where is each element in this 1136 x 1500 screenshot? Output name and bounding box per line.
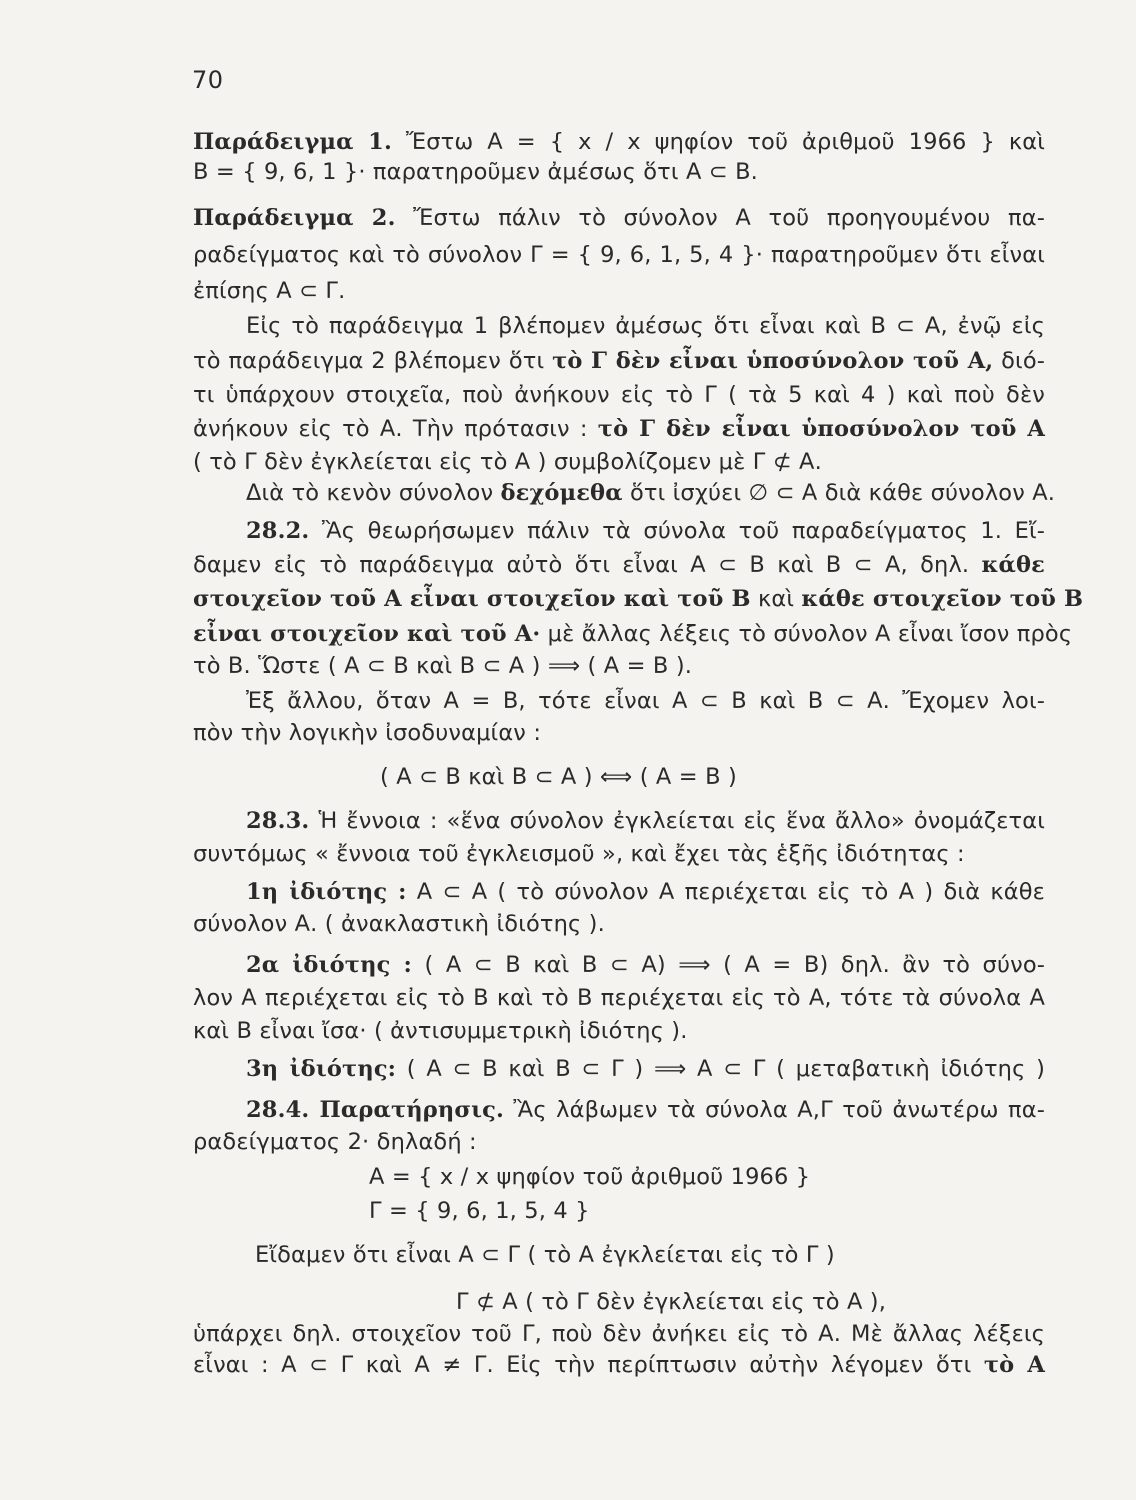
line-text: μὲ ἄλλας λέξεις τὸ σύνολον Α εἶναι ἴσον πρὸς [540,621,1073,647]
page-number: 70 [192,66,224,94]
text-line [246,478,1056,508]
line-text: καὶ [750,586,802,612]
text-line: καὶ Β εἶναι ἴσα· ( ἀντισυμμετρικὴ ἰδιότης ). [193,1018,688,1044]
text-line: ραδείγματος 2· δηλαδή : [193,1129,477,1155]
text-line: συντόμως « ἔννοια τοῦ ἐγκλεισμοῦ », καὶ ἔχει τὰς ἑξῆς ἰδιότητας : [193,841,965,867]
bold-phrase: τὸ Γ δὲν εἶναι ὑποσύνολον τοῦ Α, [552,348,994,374]
bold-phrase: τὸ Α [983,1352,1046,1378]
line-text: ὅτι ἰσχύει ∅ ⊂ Α διὰ κάθε σύνολον Α. [622,480,1056,506]
text-line: ἐπίσης Α ⊂ Γ. [193,278,346,304]
bold-phrase: δεχόμεθα [500,480,623,506]
bold-phrase: στοιχεῖον τοῦ Α εἶναι στοιχεῖον καὶ τοῦ Β [193,586,751,612]
line-text: δαμεν εἰς τὸ παράδειγμα αὐτὸ ὅτι εἶναι Α ⊂ Β καὶ Β ⊂ Α, δηλ. [193,552,982,578]
text-line [193,203,1045,233]
bold-phrase: κάθε στοιχεῖον τοῦ Β [801,586,1084,612]
line-text: ( Α ⊂ Β καὶ Β ⊂ Α) ⟹ ( Α = Β) δηλ. ἂν τὸ σύνο- [412,952,1046,978]
equivalence-formula: ( Α ⊂ Β καὶ Β ⊂ Α ) ⟺ ( Α = Β ) [380,764,737,790]
line-text: Διὰ τὸ κενὸν σύνολον [246,480,501,506]
text-line: ραδείγματος καὶ τὸ σύνολον Γ = { 9, 6, 1, 5, 4 }· παρατηροῦμεν ὅτι εἶναι [193,242,1045,268]
text-line [246,806,1045,836]
text-line: Εἴδαμεν ὅτι εἶναι Α ⊂ Γ ( τὸ Α ἐγκλείεται εἰς τὸ Γ ) [255,1242,835,1268]
text-line: τὸ Β. Ὥστε ( Α ⊂ Β καὶ Β ⊂ Α ) ⟹ ( Α = Β ). [193,653,693,679]
property-heading: 3η ἰδιότης: [246,1056,397,1082]
property-heading: 2α ἰδιότης : [246,952,413,978]
text-line: Εἰς τὸ παράδειγμα 1 βλέπομεν ἀμέσως ὅτι εἶναι καὶ Β ⊂ Α, ἐνῷ εἰς [246,313,1045,339]
text-line [246,877,1045,907]
text-line [193,346,1045,376]
line-text: Ἡ ἔννοια : «ἕνα σύνολον ἐγκλείεται εἰς ἕνα ἄλλο» ὀνομάζεται [309,808,1045,834]
bold-phrase: εἶναι στοιχεῖον καὶ τοῦ Α· [193,621,541,647]
section-number: 28.2. [246,518,310,544]
line-text: ἀνήκουν εἰς τὸ Α. Τὴν πρότασιν : [193,416,598,442]
text-line [193,414,1045,444]
text-line [193,619,1073,649]
text-line [246,1054,1045,1084]
text-line: τι ὑπάρχουν στοιχεῖα, ποὺ ἀνήκουν εἰς τὸ Γ ( τὰ 5 καὶ 4 ) καὶ ποὺ δὲν [193,382,1045,408]
set-definition: Α = { x / x ψηφίον τοῦ ἀριθμοῦ 1966 } [369,1164,811,1190]
text-line [193,584,1084,614]
text-line: ( τὸ Γ δὲν ἐγκλείεται εἰς τὸ Α ) συμβολίζομεν μὲ Γ ⊄ Α. [193,449,822,475]
line-text: Ἔστω πάλιν τὸ σύνολον Α τοῦ προηγουμένου πα- [395,205,1045,231]
set-definition: Γ = { 9, 6, 1, 5, 4 } [369,1198,590,1224]
line-text: Α ⊂ Α ( τὸ σύνολον Α περιέχεται εἰς τὸ Α ) διὰ κάθε [406,879,1045,905]
text-line [246,516,1045,546]
text-line: Β = { 9, 6, 1 }· παρατηροῦμεν ἀμέσως ὅτι Α ⊂ Β. [193,159,758,185]
text-line [193,127,1045,157]
property-heading: 1η ἰδιότης : [246,879,407,905]
text-line [193,1350,1045,1380]
text-line [246,1095,1045,1125]
line-text: ( Α ⊂ Β καὶ Β ⊂ Γ ) ⟹ Α ⊂ Γ ( μεταβατικὴ ἰδιότης ) [396,1056,1045,1082]
line-text: εἶναι : Α ⊂ Γ καὶ Α ≠ Γ. Εἰς τὴν περίπτωσιν αὐτὴν λέγομεν ὅτι [193,1352,984,1378]
text-line [246,950,1045,980]
line-text: τὸ παράδειγμα 2 βλέπομεν ὅτι [193,348,553,374]
text-line: λον Α περιέχεται εἰς τὸ Β καὶ τὸ Β περιέχεται εἰς τὸ Α, τότε τὰ σύνολα Α [193,985,1045,1011]
line-text: Ἂς θεωρήσωμεν πάλιν τὰ σύνολα τοῦ παραδείγματος 1. Εἴ- [309,518,1045,544]
example-heading: Παράδειγμα 2. [193,205,396,231]
bold-phrase: κάθε [981,552,1045,578]
text-line: σύνολον Α. ( ἀνακλαστικὴ ἰδιότης ). [193,911,605,937]
line-text: Ἔστω Α = { x / x ψηφίον τοῦ ἀριθμοῦ 1966 } καὶ [391,129,1045,155]
text-line: πὸν τὴν λογικὴν ἰσοδυναμίαν : [193,720,542,746]
section-heading: 28.4. Παρατήρησις. [246,1097,504,1123]
section-number: 28.3. [246,808,310,834]
line-text: διό- [993,348,1046,374]
bold-phrase: τὸ Γ δὲν εἶναι ὑποσύνολον τοῦ Α [597,416,1045,442]
text-line [193,550,1045,580]
text-line: ὑπάρχει δηλ. στοιχεῖον τοῦ Γ, ποὺ δὲν ἀνήκει εἰς τὸ Α. Μὲ ἄλλας λέξεις [193,1321,1045,1347]
example-heading: Παράδειγμα 1. [193,129,392,155]
text-line: Ἐξ ἄλλου, ὅταν Α = Β, τότε εἶναι Α ⊂ Β καὶ Β ⊂ Α. Ἔχομεν λοι- [246,688,1045,714]
text-line: Γ ⊄ Α ( τὸ Γ δὲν ἐγκλείεται εἰς τὸ Α ), [456,1289,887,1315]
line-text: Ἂς λάβωμεν τὰ σύνολα Α,Γ τοῦ ἀνωτέρω πα- [503,1097,1045,1123]
